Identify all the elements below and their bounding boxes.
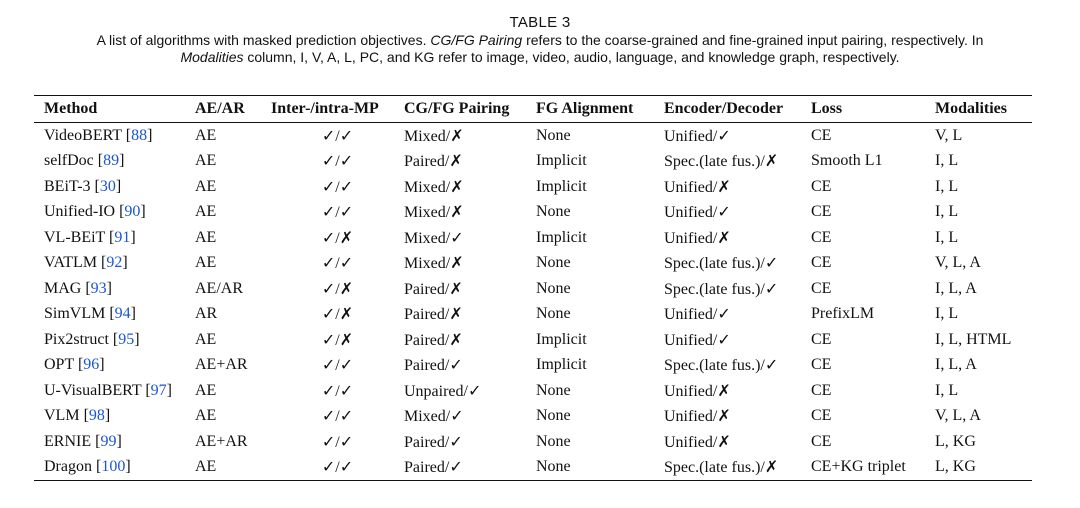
method-name: selfDoc — [44, 152, 94, 170]
cell-fg-alignment: Implicit — [536, 152, 587, 170]
cell-cg-fg-pairing: Paired/✓ — [404, 459, 463, 477]
table-grid — [34, 96, 1032, 480]
cell-encoder-decoder: Unified/✗ — [664, 433, 731, 451]
cell-modalities: I, L — [935, 228, 959, 246]
cell-loss: Smooth L1 — [811, 152, 883, 170]
cell-loss: CE+KG triplet — [811, 458, 906, 476]
table-header-row — [34, 96, 1032, 123]
cell-encoder-decoder: Spec.(late fus.)/✓ — [664, 280, 779, 298]
cell-encoder-decoder: Unified/✗ — [664, 229, 731, 247]
header-encoder-decoder: Encoder/Decoder — [664, 96, 811, 123]
header-method: Method — [34, 96, 195, 123]
method-name: MAG — [44, 279, 82, 297]
table-body — [34, 123, 1032, 481]
caption-line-2 — [20, 49, 1060, 66]
cell-cg-fg-pairing: Mixed/✗ — [404, 127, 464, 145]
cell-fg-alignment: None — [536, 407, 571, 425]
cell-cg-fg-pairing: Paired/✗ — [404, 331, 463, 349]
caption-line-1 — [20, 32, 1060, 49]
cell-encoder-decoder: Unified/✓ — [664, 204, 731, 222]
table-row — [34, 302, 1032, 328]
cell-loss: CE — [811, 126, 832, 144]
caption-line-2-suffix: column, I, V, A, L, PC, and KG refer to image, video, audio, language, and knowledge graph, respectively. — [243, 49, 900, 65]
cell-cg-fg-pairing: Paired/✓ — [404, 357, 463, 375]
citation-link[interactable]: 96 — [83, 356, 100, 374]
table-row — [34, 123, 1032, 149]
cell-method: VideoBERT [88] — [44, 126, 153, 144]
citation-link[interactable]: 90 — [124, 203, 141, 221]
cell-cg-fg-pairing: Unpaired/✓ — [404, 382, 482, 400]
table-row — [34, 200, 1032, 226]
table-row — [34, 251, 1032, 277]
cell-method: selfDoc [89] — [44, 152, 125, 170]
cell-method: ERNIE [99] — [44, 432, 122, 450]
citation-link[interactable]: 97 — [150, 381, 167, 399]
cell-ae-ar: AE/AR — [195, 279, 243, 297]
caption-line-2-italic: Modalities — [180, 49, 244, 65]
cell-fg-alignment: Implicit — [536, 356, 587, 374]
cell-inter-intra-mp: ✓/✗ — [321, 331, 354, 349]
cell-fg-alignment: None — [536, 254, 571, 272]
cell-fg-alignment: None — [536, 203, 571, 221]
method-name: SimVLM — [44, 305, 106, 323]
cell-ae-ar: AE+AR — [195, 356, 248, 374]
citation-link[interactable]: 100 — [101, 458, 126, 476]
cell-ae-ar: AE — [195, 203, 217, 221]
cell-loss: CE — [811, 254, 832, 272]
cell-fg-alignment: Implicit — [536, 228, 587, 246]
cell-inter-intra-mp: ✓/✓ — [321, 408, 354, 426]
cell-ae-ar: AE — [195, 381, 217, 399]
cell-inter-intra-mp: ✓/✓ — [321, 204, 354, 222]
table-row — [34, 149, 1032, 175]
cell-loss: CE — [811, 407, 832, 425]
cell-inter-intra-mp: ✓/✓ — [321, 382, 354, 400]
table-label: TABLE 3 — [509, 14, 571, 31]
cell-method: BEiT-3 [30] — [44, 177, 122, 195]
cell-encoder-decoder: Unified/✓ — [664, 306, 731, 324]
cell-cg-fg-pairing: Mixed/✗ — [404, 255, 464, 273]
method-name: VL-BEiT — [44, 228, 106, 246]
cell-loss: CE — [811, 203, 832, 221]
cell-method: VL-BEiT [91] — [44, 228, 136, 246]
cell-cg-fg-pairing: Paired/✓ — [404, 433, 463, 451]
cell-method: SimVLM [94] — [44, 305, 136, 323]
header-loss: Loss — [811, 96, 935, 123]
cell-modalities: I, L, A — [935, 356, 977, 374]
cell-loss: CE — [811, 432, 832, 450]
cell-ae-ar: AE+AR — [195, 432, 248, 450]
method-name: Pix2struct — [44, 330, 109, 348]
caption-line-1-prefix: A list of algorithms with masked prediction objectives. — [96, 32, 431, 48]
cell-ae-ar: AE — [195, 407, 217, 425]
citation-link[interactable]: 91 — [114, 228, 131, 246]
cell-loss: CE — [811, 330, 832, 348]
cell-ae-ar: AE — [195, 152, 217, 170]
cell-loss: CE — [811, 177, 832, 195]
cell-inter-intra-mp: ✓/✓ — [321, 459, 354, 477]
cell-modalities: I, L — [935, 203, 959, 221]
cell-encoder-decoder: Spec.(late fus.)/✗ — [664, 459, 779, 477]
method-name: Dragon — [44, 458, 92, 476]
cell-modalities: V, L, A — [935, 254, 981, 272]
cell-modalities: I, L, A — [935, 279, 977, 297]
cell-method: Unified-IO [90] — [44, 203, 146, 221]
cell-fg-alignment: None — [536, 381, 571, 399]
table-row — [34, 174, 1032, 200]
header-ae-ar: AE/AR — [195, 96, 271, 123]
cell-cg-fg-pairing: Mixed/✗ — [404, 178, 464, 196]
cell-cg-fg-pairing: Paired/✗ — [404, 280, 463, 298]
cell-method: VLM [98] — [44, 407, 111, 425]
citation-link[interactable]: 88 — [131, 126, 148, 144]
cell-cg-fg-pairing: Mixed/✓ — [404, 229, 464, 247]
cell-modalities: I, L — [935, 305, 959, 323]
cell-fg-alignment: Implicit — [536, 177, 587, 195]
cell-encoder-decoder: Unified/✗ — [664, 408, 731, 426]
table-row — [34, 225, 1032, 251]
cell-method: VATLM [92] — [44, 254, 128, 272]
citation-link[interactable]: 99 — [100, 432, 117, 450]
cell-fg-alignment: None — [536, 279, 571, 297]
citation-link[interactable]: 94 — [114, 305, 131, 323]
method-name: OPT — [44, 356, 74, 374]
table-row — [34, 455, 1032, 481]
cell-method: Pix2struct [95] — [44, 330, 140, 348]
cell-fg-alignment: Implicit — [536, 330, 587, 348]
method-name: VLM — [44, 407, 80, 425]
cell-modalities: L, KG — [935, 432, 976, 450]
cell-encoder-decoder: Unified/✗ — [664, 178, 731, 196]
table-row — [34, 353, 1032, 379]
cell-cg-fg-pairing: Mixed/✓ — [404, 408, 464, 426]
citation-link[interactable]: 93 — [90, 279, 107, 297]
header-inter-intra-mp: Inter-/intra-MP — [271, 96, 404, 123]
cell-encoder-decoder: Unified/✗ — [664, 382, 731, 400]
cell-modalities: V, L — [935, 126, 963, 144]
cell-loss: PrefixLM — [811, 305, 875, 323]
citation-link[interactable]: 95 — [118, 330, 135, 348]
cell-inter-intra-mp: ✓/✓ — [321, 357, 354, 375]
table-row — [34, 276, 1032, 302]
cell-modalities: L, KG — [935, 458, 976, 476]
method-name: VATLM — [44, 254, 98, 272]
caption-line-1-suffix: refers to the coarse-grained and fine-grained input pairing, respectively. In — [522, 32, 984, 48]
table-row — [34, 378, 1032, 404]
cell-method: U-VisualBERT [97] — [44, 381, 172, 399]
cell-encoder-decoder: Spec.(late fus.)/✓ — [664, 255, 779, 273]
cell-cg-fg-pairing: Paired/✗ — [404, 306, 463, 324]
cell-encoder-decoder: Unified/✓ — [664, 127, 731, 145]
citation-link[interactable]: 30 — [99, 177, 116, 195]
cell-ae-ar: AE — [195, 228, 217, 246]
table-caption — [20, 14, 1060, 66]
cell-inter-intra-mp: ✓/✗ — [321, 229, 354, 247]
cell-modalities: I, L — [935, 177, 959, 195]
cell-fg-alignment: None — [536, 126, 571, 144]
cell-modalities: V, L, A — [935, 407, 981, 425]
caption-line-1-italic: CG/FG Pairing — [430, 32, 523, 48]
cell-loss: CE — [811, 381, 832, 399]
cell-method: OPT [96] — [44, 356, 105, 374]
cell-inter-intra-mp: ✓/✗ — [321, 280, 354, 298]
cell-ae-ar: AE — [195, 330, 217, 348]
cell-cg-fg-pairing: Mixed/✗ — [404, 204, 464, 222]
algorithms-table — [34, 95, 1032, 481]
method-name: U-VisualBERT — [44, 381, 142, 399]
cell-inter-intra-mp: ✓/✓ — [321, 433, 354, 451]
method-name: VideoBERT — [44, 126, 122, 144]
cell-ae-ar: AE — [195, 458, 217, 476]
cell-ae-ar: AR — [195, 305, 218, 323]
table-row — [34, 327, 1032, 353]
cell-inter-intra-mp: ✓/✓ — [321, 178, 354, 196]
cell-ae-ar: AE — [195, 177, 217, 195]
cell-fg-alignment: None — [536, 305, 571, 323]
citation-link[interactable]: 92 — [106, 254, 123, 272]
cell-cg-fg-pairing: Paired/✗ — [404, 153, 463, 171]
method-name: ERNIE — [44, 432, 92, 450]
method-name: Unified-IO — [44, 203, 116, 221]
cell-inter-intra-mp: ✓/✗ — [321, 306, 354, 324]
cell-modalities: I, L — [935, 152, 959, 170]
citation-link[interactable]: 89 — [103, 152, 120, 170]
cell-loss: CE — [811, 356, 832, 374]
citation-link[interactable]: 98 — [88, 407, 105, 425]
cell-inter-intra-mp: ✓/✓ — [321, 127, 354, 145]
header-modalities: Modalities — [935, 96, 1032, 123]
cell-method: MAG [93] — [44, 279, 112, 297]
cell-inter-intra-mp: ✓/✓ — [321, 255, 354, 273]
header-fg-alignment: FG Alignment — [536, 96, 664, 123]
cell-fg-alignment: None — [536, 458, 571, 476]
method-name: BEiT-3 — [44, 177, 91, 195]
cell-fg-alignment: None — [536, 432, 571, 450]
cell-loss: CE — [811, 228, 832, 246]
cell-ae-ar: AE — [195, 126, 217, 144]
table-row — [34, 404, 1032, 430]
cell-inter-intra-mp: ✓/✓ — [321, 153, 354, 171]
cell-ae-ar: AE — [195, 254, 217, 272]
cell-encoder-decoder: Spec.(late fus.)/✗ — [664, 153, 779, 171]
cell-method: Dragon [100] — [44, 458, 131, 476]
table-row — [34, 429, 1032, 455]
cell-loss: CE — [811, 279, 832, 297]
cell-encoder-decoder: Spec.(late fus.)/✓ — [664, 357, 779, 375]
header-cg-fg-pairing: CG/FG Pairing — [404, 96, 536, 123]
table-bottom-rule — [34, 480, 1032, 481]
cell-modalities: I, L, HTML — [935, 330, 1012, 348]
cell-encoder-decoder: Unified/✓ — [664, 331, 731, 349]
cell-modalities: I, L — [935, 381, 959, 399]
